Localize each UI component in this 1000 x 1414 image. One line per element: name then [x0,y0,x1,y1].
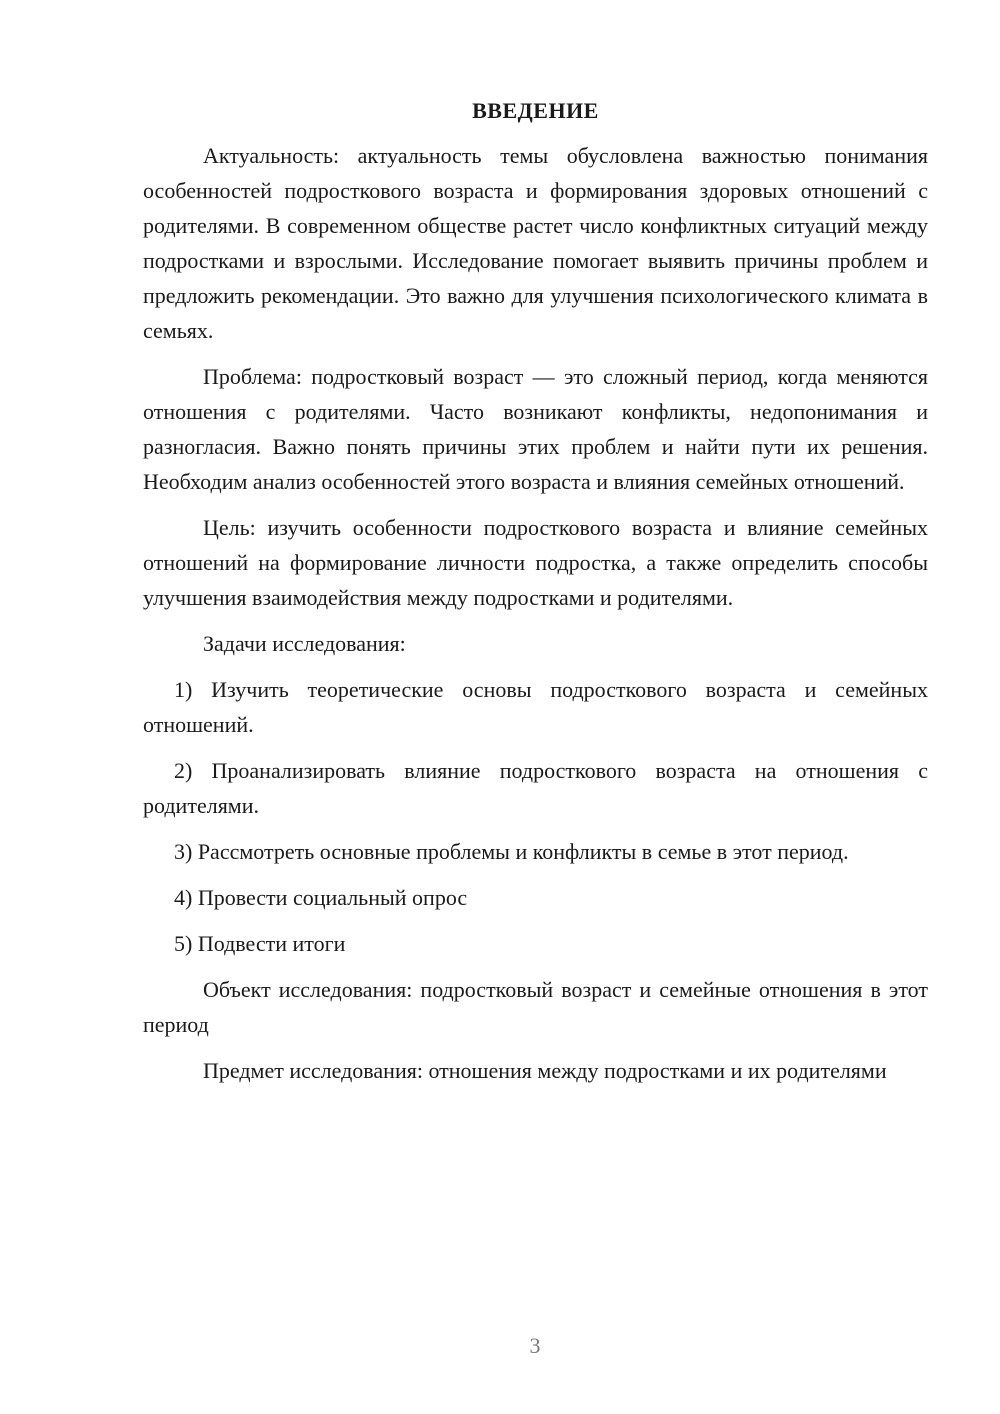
task-item-1: 1) Изучить теоретические основы подросткового возраста и семейных отношений. [143,677,928,737]
page-number: 3 [529,1333,541,1358]
task-item-5: 5) Подвести итоги [174,931,346,956]
goal-paragraph: Цель: изучить особенности подросткового возраста и влияние семейных отношений на формирование личности подростка, а также определить способы улучшения взаимодействия между подростками и родителями. [143,515,928,610]
tasks-heading: Задачи исследования: [203,631,406,656]
task-item-3: 3) Рассмотреть основные проблемы и конфликты в семье в этот период. [174,839,849,864]
task-item-4: 4) Провести социальный опрос [174,885,468,910]
section-title: ВВЕДЕНИЕ [472,98,599,123]
page-content [143,96,928,1099]
subject-paragraph: Предмет исследования: отношения между подростками и их родителями [203,1058,887,1083]
object-paragraph: Объект исследования: подростковый возраст и семейные отношения в этот период [143,977,928,1037]
task-item-2: 2) Проанализировать влияние подросткового возраста на отношения с родителями. [143,758,928,818]
problem-paragraph: Проблема: подростковый возраст — это сложный период, когда меняются отношения с родителями. Часто возникают конфликты, недопонимания и разногласия. Важно понять причины этих проблем и найти пути их решения. Необходим анализ особенностей этого возраста и влияния семейных отношений. [143,364,928,494]
relevance-paragraph: Актуальность: актуальность темы обусловлена важностью понимания особенностей подросткового возраста и формирования здоровых отношений с родителями. В современном обществе растет число конфликтных ситуаций между подростками и взрослыми. Исследование помогает выявить причины проблем и предложить рекомендации. Это важно для улучшения психологического климата в семьях. [143,143,928,343]
